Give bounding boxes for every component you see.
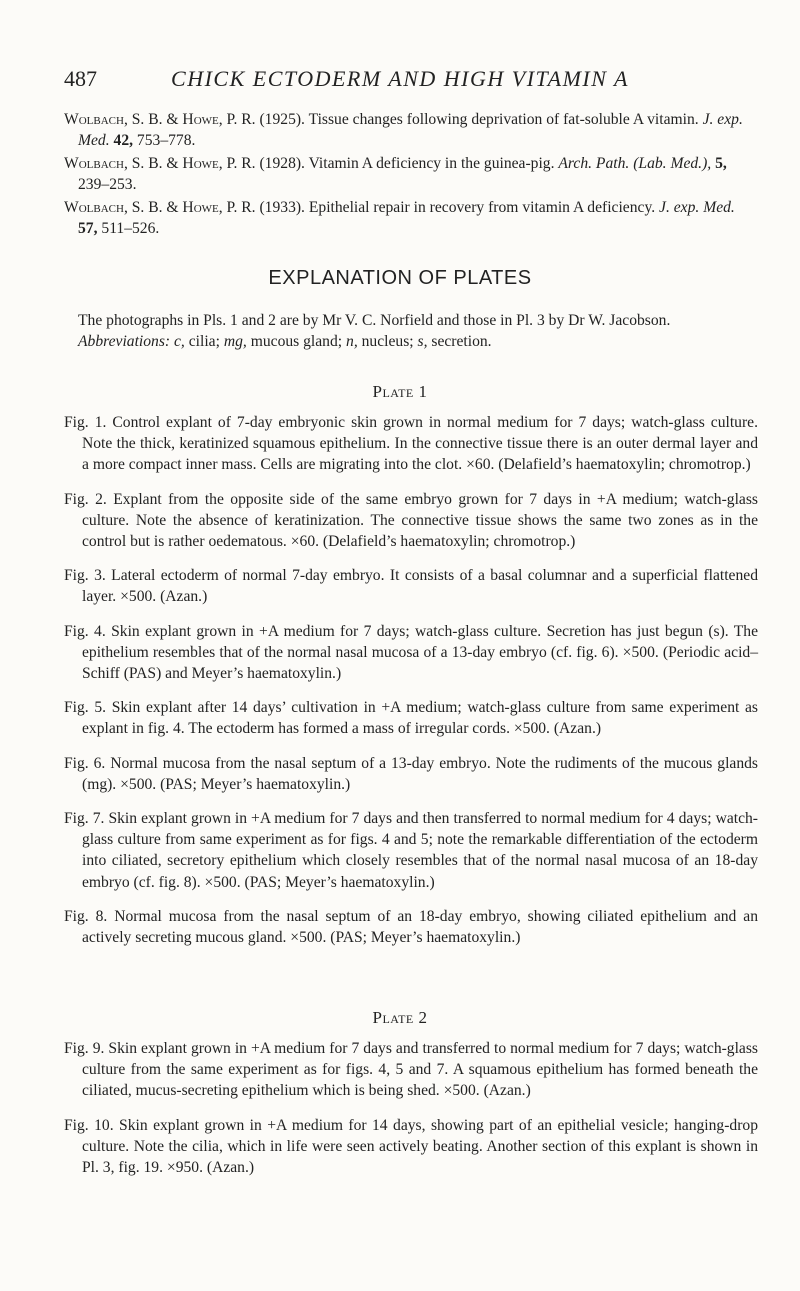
figure-caption: Fig. 1. Control explant of 7-day embryonic skin grown in normal medium for 7 days; watch-glass culture. Note the thick, keratinized squamous epithelium. In the connective tissue there is an outer dermal layer and a more compact inner mass. Cells are migrating into the clot. ×60. (Delafield’s haematoxylin; chromotrop.) [64, 414, 758, 474]
figure-caption: Fig. 6. Normal mucosa from the nasal septum of a 13-day embryo. Note the rudiments of the mucous glands (mg). ×500. (PAS; Meyer’s haematoxylin.) [64, 754, 758, 793]
references [64, 110, 758, 242]
plate-2-figures [64, 1038, 758, 1191]
reference-item: Wolbach, S. B. & Howe, P. R. (1928). Vitamin A deficiency in the guinea-pig. Arch. Path. (Lab. Med.), 5, 239–253. [64, 155, 727, 193]
plate-1-heading: Plate 1 [372, 382, 428, 401]
figure-caption: Fig. 5. Skin explant after 14 days’ cultivation in +A medium; watch-glass culture from same experiment as explant in fig. 4. The ectoderm has formed a mass of irregular cords. ×500. (Azan.) [64, 699, 758, 738]
section-heading: EXPLANATION OF PLATES [268, 267, 532, 289]
running-title: CHICK ECTODERM AND HIGH VITAMIN A [171, 66, 629, 91]
figure-caption: Fig. 10. Skin explant grown in +A medium for 14 days, showing part of an epithelial vesicle; hanging-drop culture. Note the cilia, which in life were seen actively beating. Another section of this explant is shown in Pl. 3, fig. 19. ×950. (Azan.) [64, 1116, 758, 1177]
photo-credits: The photographs in Pls. 1 and 2 are by Mr V. C. Norfield and those in Pl. 3 by Dr W. Jacobson. [78, 312, 671, 329]
reference-item: Wolbach, S. B. & Howe, P. R. (1925). Tissue changes following deprivation of fat-soluble A vitamin. J. exp. Med. 42, 753–778. [64, 111, 743, 149]
plate-1-figures [64, 412, 758, 961]
abbreviations: Abbreviations: c, cilia; mg, mucous gland; n, nucleus; s, secretion. [78, 333, 492, 350]
page-number: 487 [64, 66, 97, 91]
reference-item: Wolbach, S. B. & Howe, P. R. (1933). Epithelial repair in recovery from vitamin A deficiency. J. exp. Med. 57, 511–526. [64, 199, 735, 237]
figure-caption: Fig. 7. Skin explant grown in +A medium for 7 days and then transferred to normal medium for 4 days; watch-glass culture from same experiment as for figs. 4 and 5; note the remarkable differentiation of the ectoderm into ciliated, secretory epithelium which closely resembles that of the normal nasal mucosa of an 18-day embryo (cf. fig. 8). ×500. (PAS; Meyer’s haematoxylin.) [64, 810, 758, 891]
figure-caption: Fig. 3. Lateral ectoderm of normal 7-day embryo. It consists of a basal columnar and a superficial flattened layer. ×500. (Azan.) [64, 567, 758, 606]
figure-caption: Fig. 9. Skin explant grown in +A medium for 7 days and transferred to normal medium for 7 days; watch-glass culture from the same experiment as for figs. 4, 5 and 7. A squamous epithelium has formed beneath the ciliated, mucus-secreting epithelium which is being shed. ×500. (Azan.) [64, 1040, 758, 1100]
figure-caption: Fig. 4. Skin explant grown in +A medium for 7 days; watch-glass culture. Secretion has just begun (s). The epithelium resembles that of the normal nasal mucosa of a 13-day embryo (cf. fig. 6). ×500. (Periodic acid–Schiff (PAS) and Meyer’s haematoxylin.) [64, 622, 758, 683]
figure-caption: Fig. 8. Normal mucosa from the nasal septum of an 18-day embryo, showing ciliated epithelium and an actively secreting mucous gland. ×500. (PAS; Meyer’s haematoxylin.) [64, 907, 758, 947]
plate-2-heading: Plate 2 [372, 1008, 428, 1027]
page-header [64, 66, 736, 100]
figure-caption: Fig. 2. Explant from the opposite side of the same embryo grown for 7 days in +A medium; watch-glass culture. Note the absence of keratinization. The connective tissue shows the same two zones as in the control but is rather oedematous. ×60. (Delafield’s haematoxylin; chromotrop.) [64, 490, 758, 551]
plates-intro [64, 310, 758, 352]
